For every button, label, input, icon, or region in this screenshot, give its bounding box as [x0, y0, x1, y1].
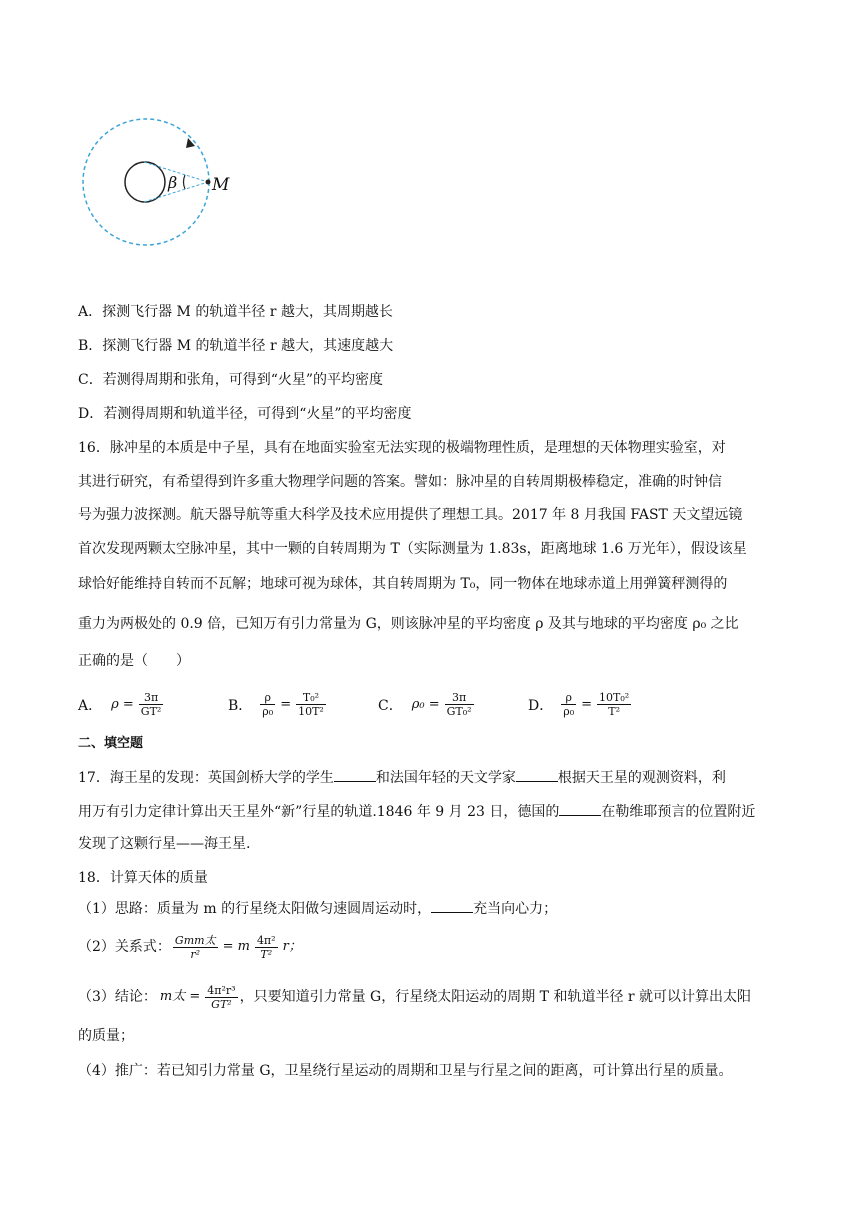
- q16-option-a: A． ρ = $\frac{3\pi}{\text{GT²}}$: [78, 691, 162, 718]
- q18-part-1: （1）思路：质量为 m 的行星绕太阳做匀速圆周运动时， 充当向心力；: [78, 898, 557, 919]
- q18-part-3-line-2: 的质量；: [78, 1028, 134, 1044]
- q16-option-c: C． ρ₀ = $\frac{3\pi}{\text{GT₀²}}$: [378, 691, 472, 718]
- q17-line-1: 17．海王星的发现：英国剑桥大学的学生 和法国年轻的天文学家 根据天王星的观测资料，利: [78, 767, 726, 788]
- q16-line-1: 16．脉冲星的本质是中子星，具有在地面实验室无法实现的极端物理性质，是理想的天体物理实验室，对: [78, 440, 726, 456]
- q18-part-4: （4）推广：若已知引力常量 G，卫星绕行星运动的周期和卫星与行星之间的距离，可计算出行星的质量。: [78, 1063, 733, 1079]
- q16-option-d: D． $\frac{\rho}{\text{ρ₀}}$ = $\frac{\text{10T₀²}}{\text{T²}}$: [528, 691, 630, 718]
- q16-line-4: 首次发现两颗太空脉冲星，其中一颗的自转周期为 T（实际测量为 1.83s，距离地球 1.6 万光年），假设该星: [78, 541, 747, 557]
- q18-part-2: （2）关系式： $\frac{\text{Gmm太}}{\text{r²}}$ = m $\frac{\text{4π²}}{\text{T²}}$ r；: [78, 933, 302, 961]
- q17-line-3: 发现了这颗行星——海王星.: [78, 836, 251, 852]
- q16-line-3: 号为强力波探测。航天器导航等重大科学及技术应用提供了理想工具。2017 年 8 月我国 FAST 天文望远镜: [78, 507, 743, 523]
- answer-blank[interactable]: [516, 767, 558, 782]
- answer-blank[interactable]: [559, 801, 601, 816]
- angle-arc: [184, 175, 186, 189]
- q15-option-b: B．探测飞行器 M 的轨道半径 r 越大，其速度越大: [78, 338, 394, 354]
- q16-line-6: 重力为两极处的 0.9 倍，已知万有引力常量为 G，则该脉冲星的平均密度 ρ 及其与地球的平均密度 ρ₀ 之比: [78, 616, 739, 632]
- q16-line-7: 正确的是（ ）: [78, 653, 190, 669]
- q16-line-5: 球恰好能维持自转而不瓦解；地球可视为球体，其自转周期为 T₀，同一物体在地球赤道上用弹簧秤测得的: [78, 576, 728, 592]
- q16-line-2: 其进行研究，有希望得到许多重大物理学问题的答案。譬如：脉冲星的自转周期极棒稳定，准确的时钟信: [78, 474, 722, 490]
- answer-blank[interactable]: [334, 767, 376, 782]
- orbit-diagram: [82, 118, 242, 253]
- q15-option-a: A．探测飞行器 M 的轨道半径 r 越大，其周期越长: [78, 304, 393, 320]
- section-title: 二、填空题: [78, 736, 144, 751]
- q15-option-d: D．若测得周期和轨道半径，可得到“火星”的平均密度: [78, 406, 412, 422]
- direction-arrow-icon: [186, 138, 195, 148]
- q17-line-2: 用万有引力定律计算出天王星外“新”行星的轨道.1846 年 9 月 23 日，德国的 在勒维耶预言的位置附近: [78, 801, 755, 822]
- q15-option-c: C．若测得周期和张角，可得到“火星”的平均密度: [78, 372, 384, 388]
- beta-label: β: [168, 173, 178, 192]
- planet-circle: [125, 162, 165, 202]
- orbit-circle: [83, 119, 209, 245]
- q18-part-3: （3）结论： m太 = $\frac{\text{4π²r³}}{\text{GT²}}$ ，只要知道引力常量 G，行星绕太阳运动的周期 T 和轨道半径 r 就可以计算出太阳: [78, 983, 752, 1011]
- m-label: M: [212, 175, 230, 195]
- q16-option-b: B． $\frac{\rho}{\text{ρ₀}}$ = $\frac{\text{T₀²}}{\text{10T²}}$: [228, 691, 324, 718]
- answer-blank[interactable]: [431, 898, 473, 913]
- spacecraft-dot: [206, 180, 211, 185]
- q18-title: 18．计算天体的质量: [78, 870, 208, 886]
